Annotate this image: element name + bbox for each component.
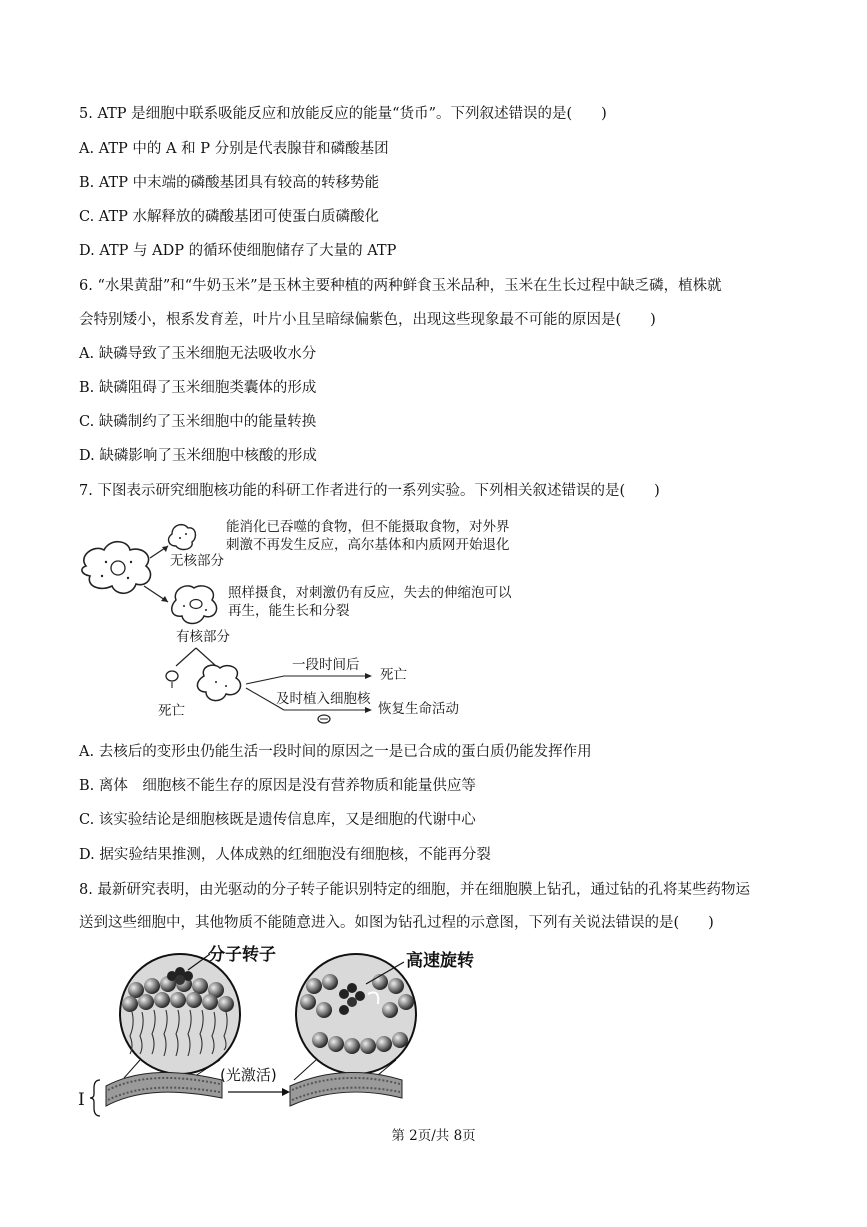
label-high-speed-rotation: 高速旋转 — [406, 951, 474, 971]
isolated-nucleus — [166, 671, 178, 681]
q7-option-b: B. 离体 细胞核不能生存的原因是没有营养物质和能量供应等 — [79, 778, 476, 794]
q5-option-d: D. ATP 与 ADP 的循环使细胞储存了大量的 ATP — [79, 243, 397, 259]
amoeba-experiment-figure — [76, 516, 536, 726]
q6-option-d: D. 缺磷影响了玉米细胞中核酸的形成 — [79, 448, 317, 464]
page-footer: 第 2页/共 8页 — [391, 1128, 476, 1144]
q5-option-c: C. ATP 水解释放的磷酸基团可使蛋白质磷酸化 — [79, 209, 380, 225]
q7-stem: 7. 下图表示研究细胞核功能的科研工作者进行的一系列实验。下列相关叙述错误的是( ) — [79, 483, 660, 499]
fig1-text-top-line1: 能消化已吞噬的食物，但不能摄取食物，对外界 — [226, 519, 510, 535]
right-membrane — [290, 1072, 402, 1106]
fig1-text-top-line2: 刺激不再发生反应，高尔基体和内质网开始退化 — [226, 537, 510, 553]
right-zoom-circle — [296, 954, 416, 1074]
q6-stem-line1: 6. “水果黄甜”和“牛奶玉米”是玉林主要种植的两种鲜食玉米品种，玉米在生长过程中缺乏磷，植株就 — [79, 278, 722, 294]
fig1-label-implant-nucleus: 及时植入细胞核 — [276, 691, 371, 707]
q6-stem-line2: 会特别矮小，根系发育差，叶片小且呈暗绿偏紫色，出现这些现象最不可能的原因是( ) — [79, 312, 656, 328]
fig1-label-with-nucleus: 有核部分 — [176, 629, 230, 645]
amoeba-nucleus — [111, 561, 125, 575]
q8-stem-line1: 8. 最新研究表明，由光驱动的分子转子能识别特定的细胞，并在细胞膜上钻孔，通过钻的孔将某些药物运 — [79, 882, 750, 898]
label-roman-one: I — [78, 1090, 85, 1110]
q6-option-a: A. 缺磷导致了玉米细胞无法吸收水分 — [79, 346, 317, 362]
fig1-text-mid-line1: 照样摄食，对刺激仍有反应，失去的伸缩泡可以 — [228, 585, 512, 601]
fig1-text-mid-line2: 再生，能生长和分裂 — [228, 603, 350, 619]
label-light-activation: (光激活) — [220, 1066, 277, 1084]
fig1-label-death-left: 死亡 — [158, 703, 185, 719]
q7-option-d: D. 据实验结果推测，人体成熟的红细胞没有细胞核，不能再分裂 — [79, 847, 491, 863]
enucleated-amoeba — [197, 665, 240, 700]
no-nucleus-fragment — [169, 525, 196, 550]
q5-option-b: B. ATP 中末端的磷酸基团具有较高的转移势能 — [79, 175, 380, 191]
fig1-label-recover: 恢复生命活动 — [378, 701, 459, 717]
membrane-brace — [90, 1080, 100, 1116]
q5-option-a: A. ATP 中的 A 和 P 分别是代表腺苷和磷酸基团 — [79, 141, 389, 157]
fig1-label-death-right: 死亡 — [380, 667, 407, 683]
fig1-label-no-nucleus: 无核部分 — [170, 553, 224, 569]
amoeba-whole — [82, 542, 151, 594]
fig1-label-after-time: 一段时间后 — [292, 657, 360, 673]
q7-option-c: C. 该实验结论是细胞核既是遗传信息库，又是细胞的代谢中心 — [79, 812, 476, 828]
q8-stem-line2: 送到这些细胞中，其他物质不能随意进入。如图为钻孔过程的示意图，下列有关说法错误的是( ) — [79, 915, 714, 931]
label-molecular-rotor: 分子转子 — [208, 945, 276, 965]
q7-option-a: A. 去核后的变形虫仍能生活一段时间的原因之一是已合成的蛋白质仍能发挥作用 — [79, 744, 592, 760]
q5-stem: 5. ATP 是细胞中联系吸能反应和放能反应的能量“货币”。下列叙述错误的是( ) — [79, 106, 607, 122]
molecular-rotor-figure — [80, 940, 500, 1120]
q6-option-c: C. 缺磷制约了玉米细胞中的能量转换 — [79, 414, 317, 430]
q6-option-b: B. 缺磷阻碍了玉米细胞类囊体的形成 — [79, 380, 317, 396]
nucleated-fragment — [172, 586, 217, 624]
